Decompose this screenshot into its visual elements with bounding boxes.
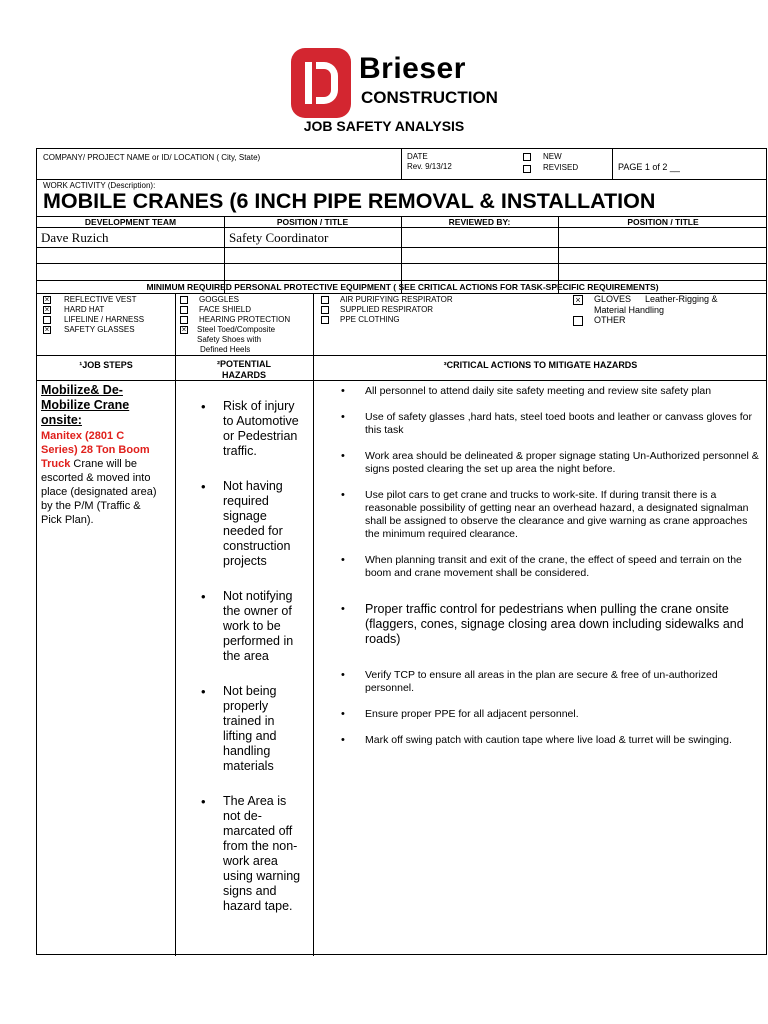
position-title-header: POSITION / TITLE <box>276 217 349 227</box>
gloves-label: GLOVES <box>594 294 632 304</box>
revised-checkbox[interactable] <box>523 165 531 173</box>
critical-actions-list <box>365 385 763 760</box>
action-item: • Use pilot cars to get crane and trucks to work-site. If during transit there is a reasonable possibility of getting near an overhead hazard, a designated signalman shall be assigned to observe the clearance and give warning as crane approaches the minimum required clearance. <box>365 489 763 541</box>
reviewed-by-header: REVIEWED BY: <box>448 217 511 227</box>
hazard-item: • The Area is not de-marcated off from the non-work area using warning signs and hazard tape. <box>223 794 305 914</box>
company-logo <box>291 48 521 118</box>
lifeline-harness-checkbox[interactable] <box>43 316 51 324</box>
jsa-form <box>36 148 767 955</box>
job-steps-header: ¹JOB STEPS <box>79 360 133 370</box>
step-desc-4: by the P/M (Traffic & <box>41 500 141 512</box>
safety-glasses-label: SAFETY GLASSES <box>64 325 135 334</box>
safety-glasses-checkbox[interactable]: × <box>44 325 50 334</box>
action-item: • Proper traffic control for pedestrians when pulling the crane onsite (flaggers, cones, signage closing area down including sidewalks and roads) <box>365 602 763 647</box>
safety-shoes-label-2: Safety Shoes with <box>197 335 262 344</box>
work-activity-title: MOBILE CRANES (6 INCH PIPE REMOVAL & INSTALLATION <box>43 189 656 213</box>
logo-mark <box>291 48 351 118</box>
other-checkbox[interactable] <box>573 316 583 326</box>
supplied-respirator-label: SUPPLIED RESPIRATOR <box>340 305 434 314</box>
hazard-item: • Not having required signage needed for construction projects <box>223 479 305 569</box>
position-title-header-2: POSITION / TITLE <box>627 217 699 227</box>
hard-hat-checkbox[interactable]: × <box>44 305 50 314</box>
document-title: JOB SAFETY ANALYSIS <box>303 118 465 134</box>
ppe-heading: MINIMUM REQUIRED PERSONAL PROTECTIVE EQUIPMENT ( SEE CRITICAL ACTIONS FOR TASK-SPECIFIC REQUIREMENTS) <box>146 282 659 292</box>
equipment-line-2: Series) 28 Ton Boom <box>41 444 150 456</box>
hazards-list <box>223 399 305 934</box>
critical-actions-header: ³CRITICAL ACTIONS TO MITIGATE HAZARDS <box>443 360 638 370</box>
hard-hat-label: HARD HAT <box>64 305 105 314</box>
step-desc-5: Pick Plan). <box>41 514 94 526</box>
goggles-label: GOGGLES <box>199 295 240 304</box>
action-item: • When planning transit and exit of the crane, the effect of speed and terrain on the boom and crane movement shall be considered. <box>365 554 763 580</box>
company-label: COMPANY/ PROJECT NAME or ID/ LOCATION ( City, State) <box>43 153 261 162</box>
face-shield-label: FACE SHIELD <box>199 305 252 314</box>
hazard-item: • Not notifying the owner of work to be performed in the area <box>223 589 305 664</box>
action-item: • Work area should be delineated & proper signage stating Un-Authorized personnel & signs posted clearing the set up area the night before. <box>365 450 763 476</box>
gloves-checkbox[interactable]: × <box>573 295 583 305</box>
gloves-detail-1: Leather-Rigging & <box>645 294 718 304</box>
ppe-clothing-checkbox[interactable] <box>321 316 329 324</box>
revision-date: Rev. 9/13/12 <box>407 162 452 171</box>
gloves-detail-2: Material Handling <box>594 305 665 315</box>
hearing-protection-label: HEARING PROTECTION <box>199 315 291 324</box>
page-indicator: PAGE 1 of 2 __ <box>618 162 680 172</box>
new-label: NEW <box>543 152 562 161</box>
team-member-title: Safety Coordinator <box>229 230 329 245</box>
step-desc-2: escorted & moved into <box>41 472 151 484</box>
supplied-respirator-checkbox[interactable] <box>321 306 329 314</box>
action-item: • All personnel to attend daily site safety meeting and review site safety plan <box>365 385 763 398</box>
safety-shoes-label-1: Steel Toed/Composite <box>197 325 276 334</box>
logo-name: Brieser <box>359 52 466 85</box>
step-title-2: Mobilize Crane <box>41 398 130 412</box>
new-checkbox[interactable] <box>523 153 531 161</box>
development-team-header: DEVELOPMENT TEAM <box>84 217 177 227</box>
equipment-line-3: Truck <box>41 458 71 470</box>
action-item: • Use of safety glasses ,hard hats, steel toed boots and leather or canvass gloves for this task <box>365 411 763 437</box>
hazard-item: • Not being properly trained in lifting and handling materials <box>223 684 305 774</box>
hazard-item: • Risk of injury to Automotive or Pedestrian traffic. <box>223 399 305 459</box>
action-item: • Verify TCP to ensure all areas in the plan are secure & free of un-authorized personnel. <box>365 669 763 695</box>
job-step <box>41 383 173 527</box>
reflective-vest-checkbox[interactable]: × <box>44 295 50 304</box>
safety-shoes-label-3: Defined Heels <box>200 345 251 354</box>
lifeline-harness-label: LIFELINE / HARNESS <box>64 315 145 324</box>
air-purifying-respirator-label: AIR PURIFYING RESPIRATOR <box>340 295 453 304</box>
work-activity-label: WORK ACTIVITY (Description): <box>43 181 156 190</box>
air-purifying-respirator-checkbox[interactable] <box>321 296 329 304</box>
ppe-clothing-label: PPE CLOTHING <box>340 315 400 324</box>
potential-hazards-header-2: HAZARDS <box>222 370 266 380</box>
safety-shoes-checkbox[interactable]: × <box>181 325 187 334</box>
equipment-line-1: Manitex (2801 C <box>41 430 125 442</box>
logo-subtitle: CONSTRUCTION <box>361 88 498 107</box>
action-item: • Ensure proper PPE for all adjacent personnel. <box>365 708 763 721</box>
hearing-protection-checkbox[interactable] <box>180 316 188 324</box>
step-desc-3: place (designated area) <box>41 486 157 498</box>
other-label: OTHER <box>594 315 626 325</box>
reflective-vest-label: REFLECTIVE VEST <box>64 295 137 304</box>
action-item: • Mark off swing patch with caution tape where live load & turret will be swinging. <box>365 734 763 747</box>
team-member-name: Dave Ruzich <box>41 230 109 245</box>
date-label: DATE <box>407 152 428 161</box>
goggles-checkbox[interactable] <box>180 296 188 304</box>
step-title-1: Mobilize& De- <box>41 383 123 397</box>
potential-hazards-header-1: ²POTENTIAL <box>217 359 271 369</box>
revised-label: REVISED <box>543 163 579 172</box>
step-title-3: onsite: <box>41 413 82 427</box>
face-shield-checkbox[interactable] <box>180 306 188 314</box>
step-desc-1: Crane will be <box>70 458 137 470</box>
